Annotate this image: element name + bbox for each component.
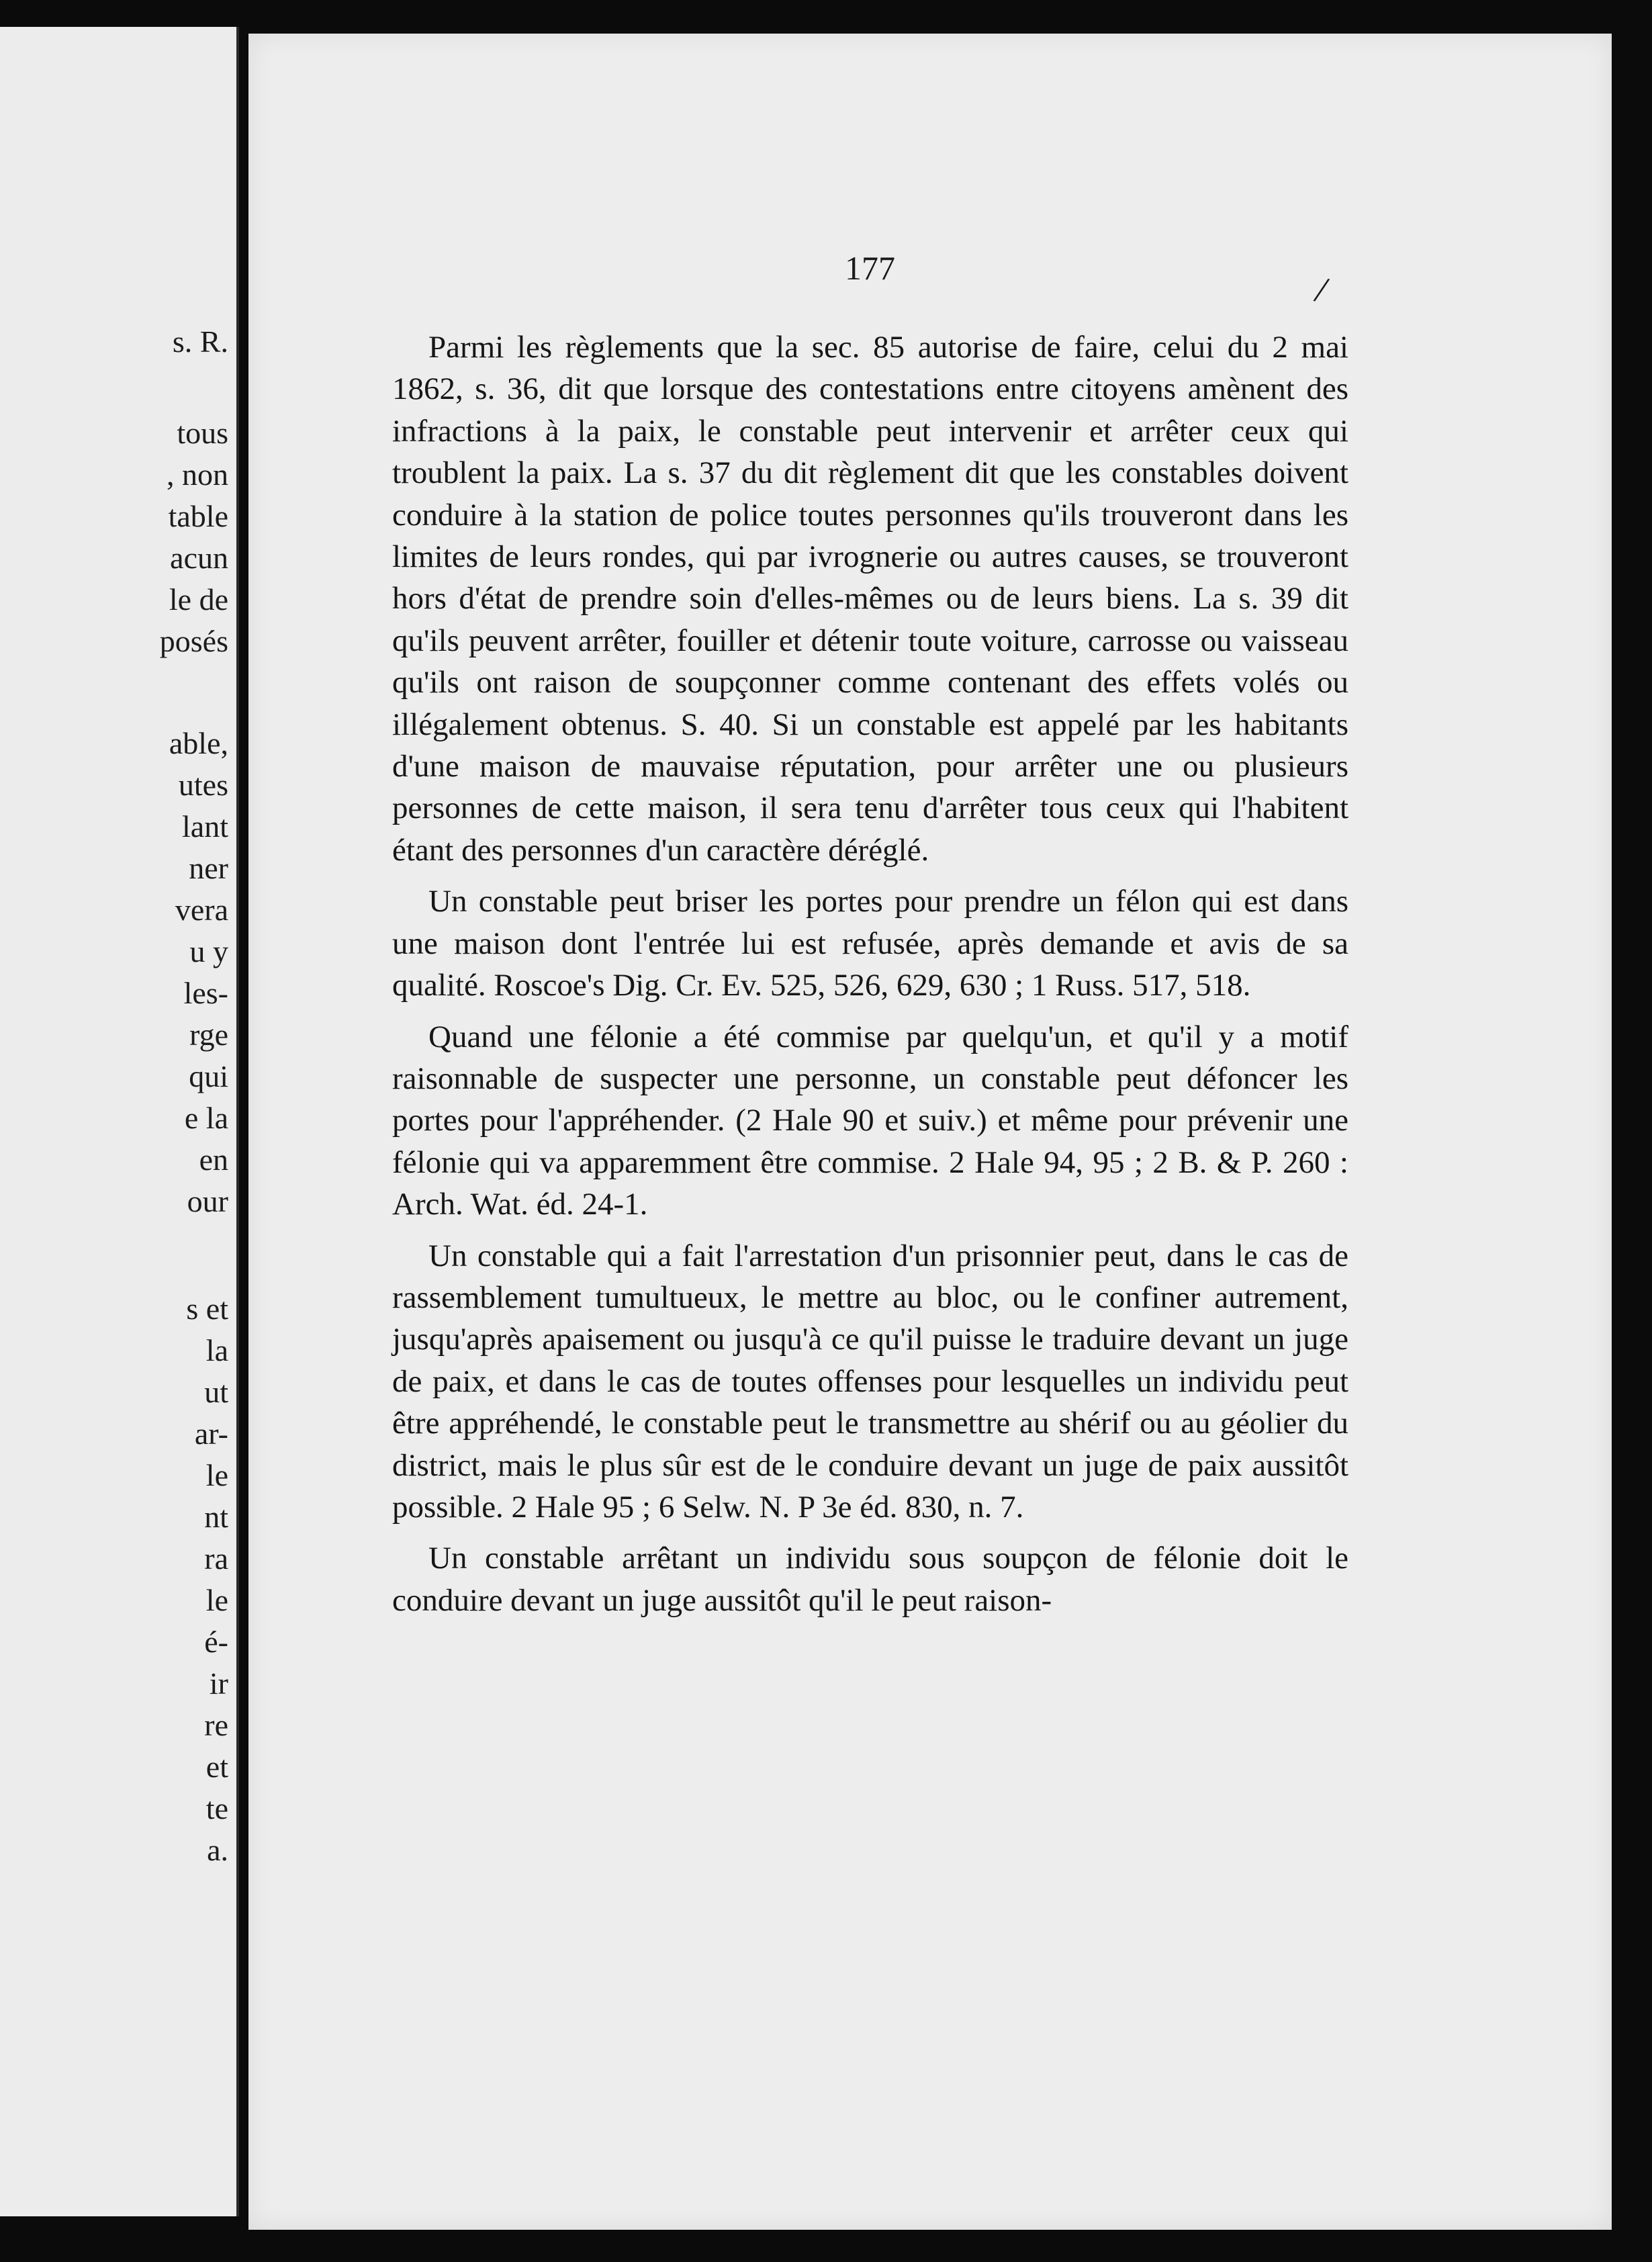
- margin-fragment: le: [205, 1583, 228, 1617]
- paragraph: Parmi les règlements que la sec. 85 autorise de faire, celui du 2 mai 1862, s. 36, dit que lorsque des contestations entre citoyens amènent des infractions à la paix, le constable peut intervenir et arrêter ceux qui troublent la paix. La s. 37 du dit règlement dit que les constables doivent conduire à la station de police toutes personnes qu'ils trouveront dans les limites de leurs rondes, qui par ivrognerie ou autres causes, se trouveront hors d'état de prendre soin d'elles-mêmes ou de leurs biens. La s. 39 dit qu'ils peuvent arrêter, fouiller et détenir toute voiture, carrosse ou vaisseau qu'ils ont raison de soupçonner comme contenant des effets volés ou illégalement obtenus. S. 40. Si un constable est appelé par les habitants d'une maison de mauvaise réputation, pour arrêter une ou plusieurs personnes de cette maison, il sera tenu d'arrêter tous ceux qui l'habitent étant des personnes d'un caractère déréglé.: [392, 330, 1348, 868]
- margin-fragment: le: [205, 1458, 228, 1492]
- margin-fragment: les-: [183, 976, 228, 1010]
- margin-fragment: et: [205, 1750, 228, 1784]
- margin-fragment: nt: [204, 1500, 228, 1534]
- margin-fragment: tous: [177, 416, 228, 450]
- margin-fragment: lant: [182, 809, 228, 844]
- paragraph: Quand une félonie a été commise par quelqu'un, et qu'il y a motif raisonnable de suspecter une personne, un constable peut défoncer les portes pour l'appréhender. (2 Hale 90 et suiv.) et même pour prévenir une félonie qui va apparemment être commise. 2 Hale 94, 95 ; 2 B. & P. 260 : Arch. Wat. éd. 24-1.: [392, 1019, 1348, 1222]
- margin-fragment: able,: [169, 726, 228, 760]
- paragraph: Un constable arrêtant un individu sous soupçon de félonie doit le conduire devant un juge aussitôt qu'il le peut raison-: [392, 1541, 1348, 1618]
- margin-fragment: rge: [189, 1017, 228, 1052]
- body-text: [392, 326, 1348, 1621]
- margin-fragment: ner: [189, 851, 228, 885]
- margin-fragment: en: [199, 1142, 228, 1177]
- margin-fragment: our: [187, 1184, 228, 1218]
- margin-fragment: acun: [170, 541, 228, 575]
- margin-fragment: table: [168, 499, 228, 533]
- corner-mark: /: [1311, 269, 1332, 312]
- margin-fragment: la: [205, 1333, 228, 1367]
- margin-fragment: ar-: [194, 1416, 228, 1451]
- page-number: 177: [845, 249, 895, 287]
- margin-fragment: a.: [207, 1833, 228, 1867]
- margin-fragment: te: [205, 1791, 228, 1825]
- margin-fragment: , non: [167, 457, 228, 492]
- margin-fragment: ut: [204, 1375, 228, 1409]
- paragraph: Un constable peut briser les portes pour prendre un félon qui est dans une maison dont l'entrée lui est refusée, après demande et avis de sa qualité. Roscoe's Dig. Cr. Ev. 525, 526, 629, 630 ; 1 Russ. 517, 518.: [392, 884, 1348, 1003]
- left-page-edge: [0, 27, 239, 2216]
- margin-fragment: ir: [209, 1666, 228, 1701]
- margin-fragment: utes: [178, 768, 228, 802]
- margin-fragment: ra: [204, 1541, 228, 1576]
- margin-fragment: le de: [169, 582, 228, 617]
- margin-fragment: s et: [186, 1292, 228, 1326]
- margin-fragment: s. R.: [172, 324, 228, 359]
- margin-fragment: posés: [159, 624, 228, 658]
- margin-fragment: é-: [204, 1625, 228, 1659]
- margin-fragment: e la: [184, 1101, 228, 1135]
- margin-fragment: qui: [189, 1059, 228, 1093]
- margin-fragment: u y: [189, 934, 228, 968]
- margin-fragment: re: [204, 1708, 228, 1742]
- margin-fragment: vera: [175, 893, 228, 927]
- paragraph: Un constable qui a fait l'arrestation d'un prisonnier peut, dans le cas de rassemblement tumultueux, le mettre au bloc, ou le confiner autrement, jusqu'après apaisement ou jusqu'à ce qu'il puisse le traduire devant un juge de paix, et dans le cas de toutes offenses pour lesquelles un individu peut être appréhendé, le constable peut le transmettre au shérif ou au géolier du district, mais le plus sûr est de le conduire devant un juge de paix aussitôt possible. 2 Hale 95 ; 6 Selw. N. P 3e éd. 830, n. 7.: [392, 1238, 1348, 1525]
